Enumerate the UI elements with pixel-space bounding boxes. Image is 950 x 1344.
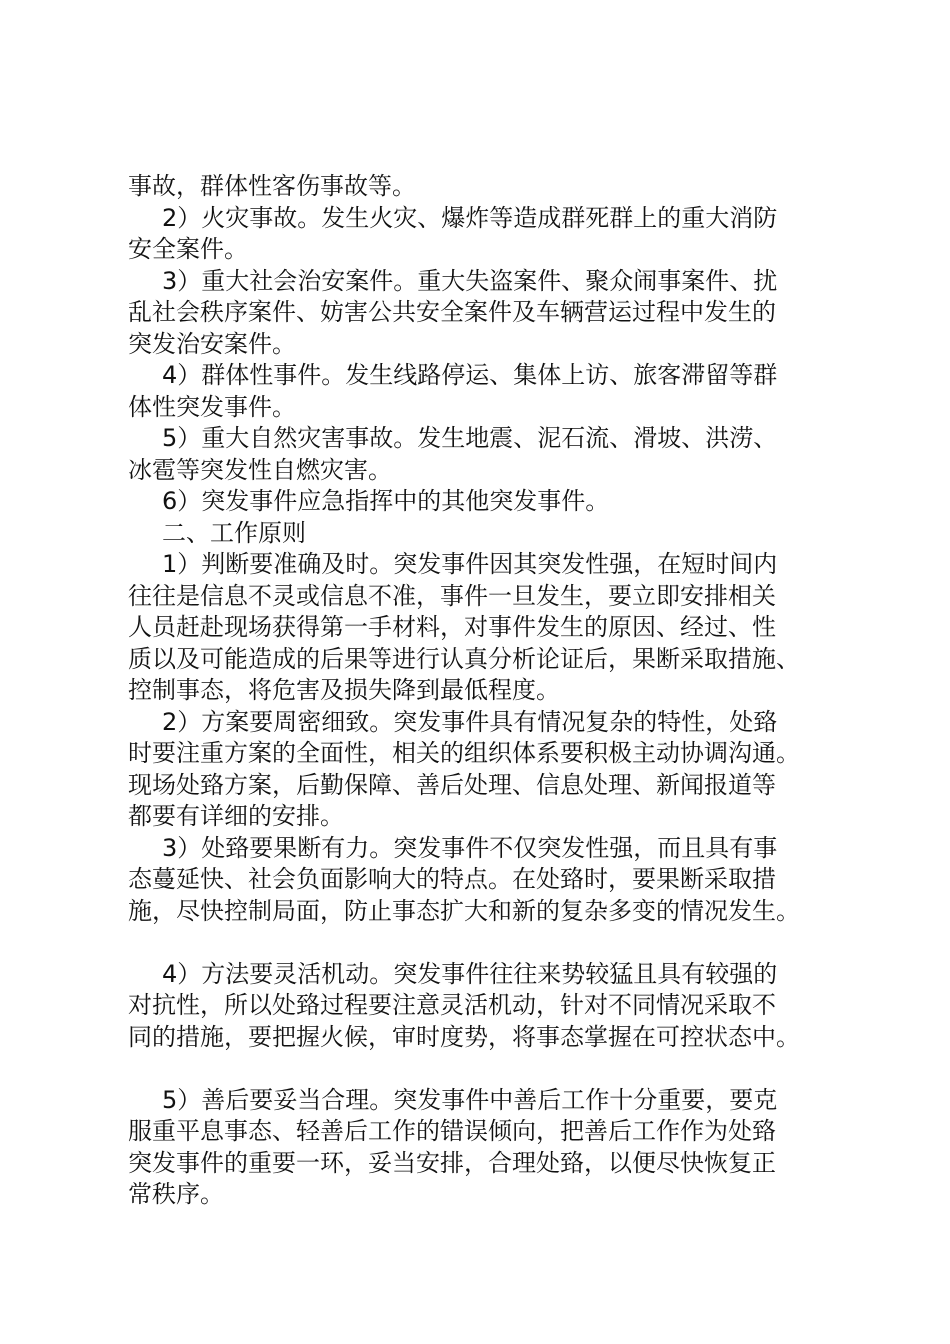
text-line: 人员赶赴现场获得第一手材料，对事件发生的原因、经过、性 xyxy=(128,613,776,641)
text-line: 态蔓延快、社会负面影响大的特点。在处臵时，要果断采取措 xyxy=(128,865,776,893)
section-heading: 二、工作原则 xyxy=(162,518,306,547)
paragraph-gap xyxy=(128,1053,828,1085)
text-line: 施，尽快控制局面，防止事态扩大和新的复杂多变的情况发生。 xyxy=(128,896,800,925)
text-line: 冰雹等突发性自燃灾害。 xyxy=(128,455,392,484)
text-line: 质以及可能造成的后果等进行认真分析论证后，果断采取措施、 xyxy=(128,644,800,673)
text-line: 同的措施，要把握火候，审时度势，将事态掌握在可控状态中。 xyxy=(128,1022,800,1051)
text-line: 1）判断要准确及时。突发事件因其突发性强，在短时间内 xyxy=(162,550,778,578)
text-line: 4）方法要灵活机动。突发事件往往来势较猛且具有较强的 xyxy=(162,959,778,988)
text-line: 2）方案要周密细致。突发事件具有情况复杂的特性，处臵 xyxy=(162,707,778,736)
text-line: 现场处臵方案，后勤保障、善后处理、信息处理、新闻报道等 xyxy=(128,770,776,799)
text-line: 对抗性，所以处臵过程要注意灵活机动，针对不同情况采取不 xyxy=(128,991,776,1019)
text-line: 6）突发事件应急指挥中的其他突发事件。 xyxy=(162,487,610,515)
paragraph-gap xyxy=(128,927,828,959)
text-line: 体性突发事件。 xyxy=(128,392,296,421)
text-line: 乱社会秩序案件、妨害公共安全案件及车辆营运过程中发生的 xyxy=(128,298,776,326)
text-line: 5）重大自然灾害事故。发生地震、泥石流、滑坡、洪涝、 xyxy=(162,424,778,452)
text-line: 事故，群体性客伤事故等。 xyxy=(128,172,416,200)
text-line: 3）处臵要果断有力。突发事件不仅突发性强，而且具有事 xyxy=(162,833,778,862)
text-line: 时要注重方案的全面性，相关的组织体系要积极主动协调沟通。 xyxy=(128,739,800,767)
text-line: 2）火灾事故。发生火灾、爆炸等造成群死群上的重大消防 xyxy=(162,203,778,232)
text-line: 都要有详细的安排。 xyxy=(128,802,344,830)
text-line: 突发治安案件。 xyxy=(128,329,296,358)
text-line: 往往是信息不灵或信息不准，事件一旦发生，要立即安排相关 xyxy=(128,581,776,610)
text-line: 控制事态，将危害及损失降到最低程度。 xyxy=(128,676,560,704)
text-line: 5）善后要妥当合理。突发事件中善后工作十分重要，要克 xyxy=(162,1085,778,1114)
text-line: 常秩序。 xyxy=(128,1180,224,1208)
text-line: 服重平息事态、轻善后工作的错误倾向，把善后工作作为处臵 xyxy=(128,1117,776,1145)
text-line: 突发事件的重要一环，妥当安排，合理处臵，以便尽快恢复正 xyxy=(128,1148,776,1177)
text-line: 安全案件。 xyxy=(128,235,248,263)
text-line: 3）重大社会治安案件。重大失盗案件、聚众闹事案件、扰 xyxy=(162,266,778,295)
document-body xyxy=(128,171,828,1211)
text-line: 4）群体性事件。发生线路停运、集体上访、旅客滞留等群 xyxy=(162,361,778,389)
